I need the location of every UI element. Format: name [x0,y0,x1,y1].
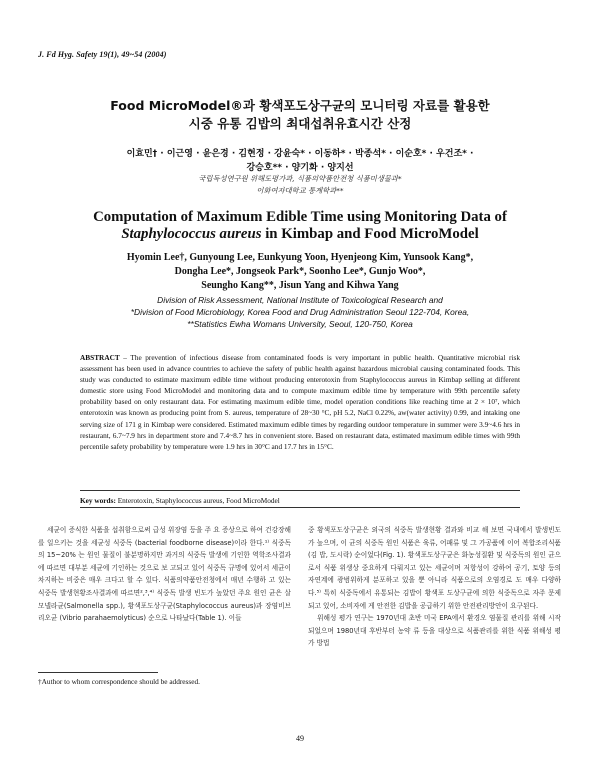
abstract [80,352,520,452]
english-title-rest: in Kimbap and Food MicroModel [261,226,479,242]
keywords-label: Key words: [80,496,116,505]
footnote-rule [38,672,158,673]
keywords-bottom-rule [80,507,520,508]
korean-authors-line2: 강승호** · 양기화 · 양지선 [246,163,354,173]
abstract-text: – The prevention of infectious disease from contaminated foods is very important in public health. Quantitative microbial risk assessment has been used in advance countries to achieve the safety of public health against hazardous microbial causing contaminated foods. This study was conducted to estimate maximum edible time without producing enterotoxin from Staphylococcus aureus in Kimbap selling at different domestic store using Food MicroModel and monitoring data and to compute maximum edible time by temperature with 99th percentile safety probability based on only restaurant data. For estimating maximum edible time, model operation conditions like reaching time at 2 × 10⁷, which enterotoxin was known as producing point from S. aureus, temperature of 28~30 °C, pH 5.2, NaCl 0.22%, aw(water activity) 0.99, and intaking one serving size of 171 g in Kimbap were considered. Estimated maximum edible times by regarding outdoor temperature in summer were 3.9~4.6 hrs in restaurant, 6.7~7.9 hrs in department store and 7.4~8.7 hrs in convenient store. Based on restaurant data, estimated maximum edible times with 99th percentile safety probability by temperature were 1.9 hrs in 30°C and 17.7 hrs in 15°C. [80,353,520,451]
korean-affiliation-line2: 이화여자대학교 통계학과** [256,186,344,195]
korean-title-line1: Food MicroModel®과 황색포도상구균의 모니터링 자료를 활용한 [110,98,490,113]
english-affiliation-line2: *Division of Food Microbiology, Korea Food and Drug Administration Seoul 122-704, Korea, [130,307,470,317]
body-left-paragraph: 세균이 증식한 식품을 섭취함으로써 급성 위장염 등을 주 요 증상으로 하여 건강장해를 일으키는 것을 세균성 식중독 (bacterial foodborne disease)이라 한다.¹⁾ 식중독의 15~20% 는 원인 물질이 불분명하지만 과거의 식중독 발생에 기인한 역학조사결과에 따르면 대부분 세균에 기인하는 것으로 보 고되고 있어 식중독 규명에 있어서 세균이 차지하는 비중은 매우 크다고 할 수 있다. 식품의약품안전청에서 매년 수행하 고 있는 식중독 발생현황조사결과에 따르면²,³,⁴⁾ 식중독 발생 빈도가 높았던 주요 원인 균은 살모넬라균(Salmonella spp.), 황색포도상구균(Staphylococcus aureus)과 장염비브리오균 (Vibrio parahaemolyticus) 순으로 나타났다(Table 1). 이들 [38,526,291,623]
korean-title-line2: 시중 유통 김밥의 최대섭취유효시간 산정 [188,116,412,131]
english-authors-line2: Dongha Lee*, Jongseok Park*, Soonho Lee*, Gunjo Woo*, [174,266,426,277]
keywords-top-rule [80,490,520,491]
english-title-line2 [40,226,560,243]
body-right-paragraph2: 위해성 평가 연구는 1970년대 초반 미국 EPA에서 환경오 염물질 관리를 위해 시작되었으며 1980년대 후반부터 농약 류 등을 대상으로 식품관리를 위한 식품 위해성 평가 방법 [308,614,561,648]
english-title-line1: Computation of Maximum Edible Time using Monitoring Data of [93,209,507,225]
english-affiliation-line3: **Statistics Ewha Womans University, Seoul, 120-750, Korea [187,319,413,329]
english-authors-line1: Hyomin Lee†, Gunyoung Lee, Eunkyung Yoon, Hyenjeong Kim, Yunsook Kang*, [126,252,474,263]
keywords-text: Enterotoxin, Staphylococcus aureus, Food MicroModel [115,496,280,505]
body-column-right [308,524,561,650]
english-affiliation-line1: Division of Risk Assessment, National Institute of Toxicological Research and [157,295,443,305]
body-column-left [38,524,291,625]
english-title-species: Staphylococcus aureus [121,226,262,242]
english-authors-line3: Seungho Kang**, Jisun Yang and Kihwa Yang [201,280,399,291]
page-number: 49 [296,734,304,743]
korean-affiliation-line1: 국립독성연구원 위해도평가과, 식품의약품안전청 식품미생물과* [198,174,402,183]
abstract-label: ABSTRACT [80,353,120,362]
korean-authors-line1: 이효민† · 이근영 · 윤은경 · 김현정 · 강윤숙* · 이동하* · 박종석* · 이순호* · 우건조* · [126,149,474,159]
body-right-paragraph1: 중 황색포도상구균은 외국의 식중독 발생현황 결과와 비교 해 보면 국내에서 발생빈도가 높으며, 이 균의 식중독 원인 식품은 육류, 어패류 및 그 가공품에 이어 복합조리식품(김 밥, 도시락) 순이었다(Fig. 1). 황색포도상구균은 화농성질환 및 식중독의 원인 균으로서 식품 위생상 중요하게 다뤄지고 있는 세균이며 저항성이 강하여 공기, 토양 등의 자연계에 광범위하게 분포하고 있을 뿐 아니라 식품으로의 오염경로 도 매우 다양하다.⁵⁾ 특히 식중독에서 유통되는 김밥이 황색포 도상구균에 의한 식중독으로 자주 문제되고 있어, 소비자에 게 안전한 김밥을 공급하기 위한 안전관리방안이 요구된다. [308,526,561,610]
footnote: †Author to whom correspondence should be addressed. [38,677,200,686]
keywords [80,496,520,505]
journal-citation: J. Fd Hyg. Safety 19(1), 49~54 (2004) [38,50,167,59]
